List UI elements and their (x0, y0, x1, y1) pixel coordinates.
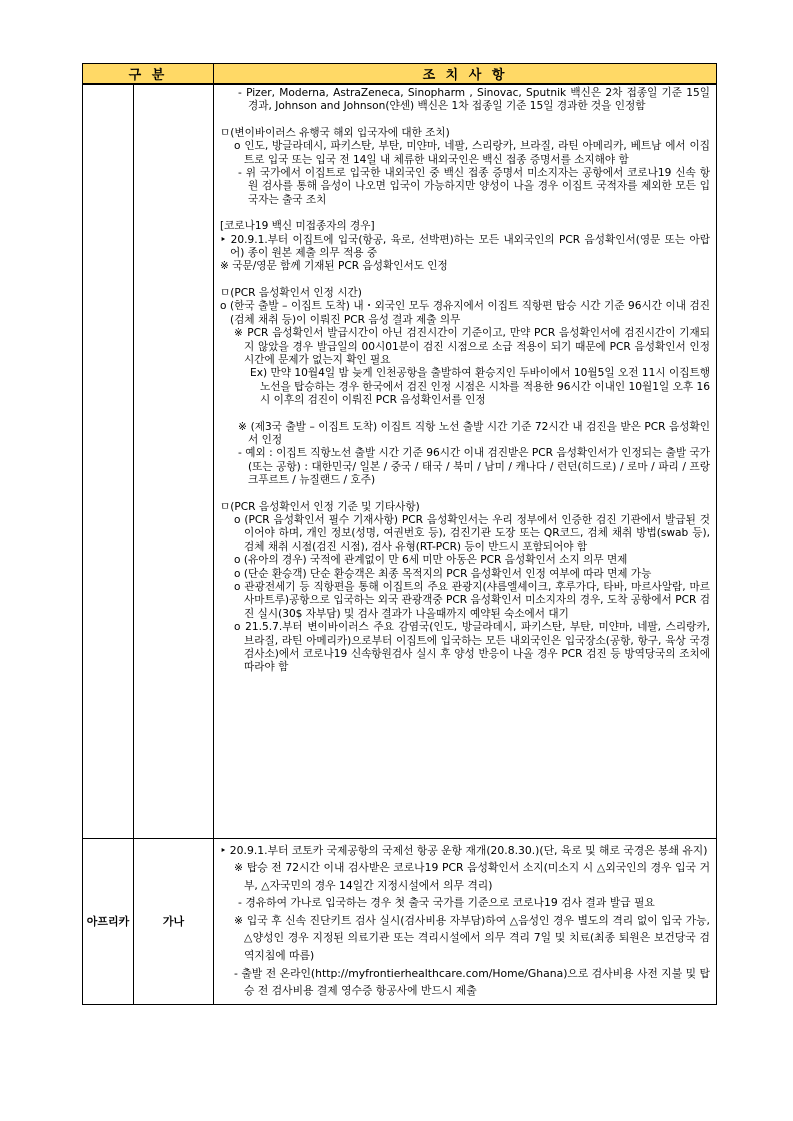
region-cell-empty (83, 84, 134, 838)
text-line: o 21.5.7.부터 변이바이러스 주요 감염국(인도, 방글라데시, 파키스탄, 부탄, 미얀마, 네팔, 스리랑카, 브라질, 라틴 아메리카)으로부터 이집트에 입국하는 모든 내외국인은 입국장소(공항, 항구, 육상 국경 검사소)에서 코로나19 신속항원검사 실시 후 양성 반응이 나올 경우 PCR 검진 등 방역당국의 조치에 따라야 함 (234, 621, 710, 674)
country-cell: 가나 (134, 838, 214, 1004)
spacer (220, 207, 710, 220)
text-line: ㅁ(PCR 음성확인서 인정 기준 및 기타사항) (220, 500, 420, 513)
text-line: o (PCR 음성확인서 필수 기재사항) PCR 음성확인서는 우리 정부에서 인증한 검진 기관에서 발급된 것이어야 하며, 개인 정보(성명, 여권번호 등), 검진기관 도장 또는 QR코드, 검체 채취 방법(swab 등), 검체 채취 시점(검진 시점), 검사 유형(RT-PCR) 등이 반드시 포함되어야 함 (234, 513, 710, 553)
text-line: ㅁ(PCR 음성확인서 인정 시간) (220, 286, 362, 299)
spacer (220, 114, 710, 127)
table-row-ghana (83, 838, 717, 1004)
text-line: ㅁ(변이바이러스 유행국 해외 입국자에 대한 조치) (220, 126, 450, 139)
measures-table (82, 63, 717, 1005)
text-line: - 예외 : 이집트 직항노선 출발 시간 기준 96시간 이내 검진받은 PCR 음성확인서가 인정되는 출발 국가(또는 공항) : 대한민국/ 일본 / 중국 / 태국 / 북미 / 남미 / 캐나다 / 런던(히드로) / 로마 / 파리 / 프랑크푸르트 / 뉴질랜드 / 호주) (238, 447, 710, 487)
text-line: - 위 국가에서 이집트로 입국한 내외국인 중 백신 접종 증명서 미소지자는 공항에서 코로나19 신속 항원 검사를 통해 음성이 나오면 입국이 가능하지만 양성이 나올 경우 이집트 국적자를 제외한 모든 입국자는 출국 조치 (238, 167, 710, 206)
table-row-egypt-continued (83, 84, 717, 838)
text-line: Ex) 만약 10월4일 밤 늦게 인천공항을 출발하여 환승지인 두바이에서 10월5일 오전 11시 이집트행 노선을 탑승하는 경우 한국에서 검진 인정 시점은 시차를 적용한 96시간 이내인 10월1일 오후 16시 이후의 검진이 이뤄진 PCR 음성확인서를 인정 (250, 367, 710, 407)
text-line: ※ 국문/영문 함께 기재된 PCR 음성확인서도 인정 (220, 260, 448, 273)
measures-cell (214, 838, 717, 1004)
text-line: o (단순 환승객) 단순 환승객은 최종 목적지의 PCR 음성확인서 인정 여부에 따라 면제 가능 (234, 567, 652, 580)
header-category: 구 분 (83, 64, 214, 85)
country-cell-empty (134, 84, 214, 838)
table-header-row (83, 64, 717, 85)
text-line: ※ 탑승 전 72시간 이내 검사받은 코로나19 PCR 음성확인서 소지(미소지 시 △외국인의 경우 입국 거부, △자국민의 경우 14일간 지정시설에서 의무 격리) (234, 861, 710, 892)
spacer (220, 408, 710, 421)
text-line: o 인도, 방글라데시, 파키스탄, 부탄, 미얀마, 네팔, 스리랑카, 브라질, 라틴 아메리카, 베트남 에서 이집트로 입국 또는 입국 전 14일 내 체류한 내외국인은 백신 접종 증명서를 소지해야 함 (234, 140, 710, 166)
measures-text (214, 839, 716, 1004)
measures-cell (214, 84, 717, 838)
header-measures: 조 치 사 항 (214, 64, 717, 85)
spacer (220, 488, 710, 501)
spacer (220, 274, 710, 287)
text-line: ‣ 20.9.1.부터 이집트에 입국(항공, 육로, 선박편)하는 모든 내외국인의 PCR 음성확인서(영문 또는 아랍어) 종이 원본 제출 의무 적용 중 (220, 233, 710, 260)
text-line: ※ (제3국 출발 – 이집트 도착) 이집트 직항 노선 출발 시간 기준 72시간 내 검진을 받은 PCR 음성확인서 인정 (238, 420, 710, 446)
text-line: ※ PCR 음성확인서 발급시간이 아닌 검진시간이 기준이고, 만약 PCR 음성확인서에 검진시간이 기재되지 않았을 경우 발급일의 00시01분이 검진 시점으로 소급 적용이 되기 때문에 PCR 음성확인서 인정 시간에 문제가 없는지 확인 필요 (234, 327, 710, 366)
text-line: [코로나19 백신 미접종자의 경우] (220, 220, 375, 233)
region-cell: 아프리카 (83, 838, 134, 1004)
text-line: - Pizer, Moderna, AstraZeneca, Sinopharm , Sinovac, Sputnik 백신은 2차 접종일 기준 15일 경과, Johnson and Johnson(얀센) 백신은 1차 접종일 기준 15일 경과한 것을 인정함 (238, 87, 710, 113)
text-line: - 출발 전 온라인(http://myfrontierhealthcare.com/Home/Ghana)으로 검사비용 사전 지불 및 탑승 전 검사비용 결제 영수증 항공사에 반드시 제출 (234, 966, 710, 998)
text-line: o 관광전세기 등 직항편을 통해 이집트의 주요 관광지(샤름엘셰이크, 후루가다, 타바, 마르사알람, 마르사마트루)공항으로 입국하는 외국 관광객중 PCR 음성확인서 미소지자의 경우, 도착 공항에서 PCR 검진 실시(30$ 자부담) 및 검사 결과가 나올때까지 예약된 숙소에서 대기 (234, 581, 710, 620)
text-line: - 경유하여 가나로 입국하는 경우 첫 출국 국가를 기준으로 코로나19 검사 결과 발급 필요 (238, 896, 655, 910)
measures-text (214, 85, 716, 681)
text-line: ※ 입국 후 신속 진단키트 검사 실시(검사비용 자부담)하여 △음성인 경우 별도의 격리 없이 입국 가능, △양성인 경우 지정된 의료기관 또는 격리시설에서 의무 격리 7일 및 치료(최종 퇴원은 보건당국 검역지침에 따름) (234, 913, 710, 963)
text-line: ‣ 20.9.1.부터 코토카 국제공항의 국제선 항공 운항 재개(20.8.30.)(단, 육로 및 해로 국경은 봉쇄 유지) (220, 843, 708, 857)
text-line: o (유아의 경우) 국적에 관계없이 만 6세 미만 아동은 PCR 음성확인서 소지 의무 면제 (234, 554, 628, 567)
text-line: o (한국 출발 – 이집트 도착) 내・외국인 모두 경유지에서 이집트 직항편 탑승 시간 기준 96시간 이내 검진(검체 채취 등)이 이뤄진 PCR 음성 결과 제출 의무 (220, 300, 710, 326)
